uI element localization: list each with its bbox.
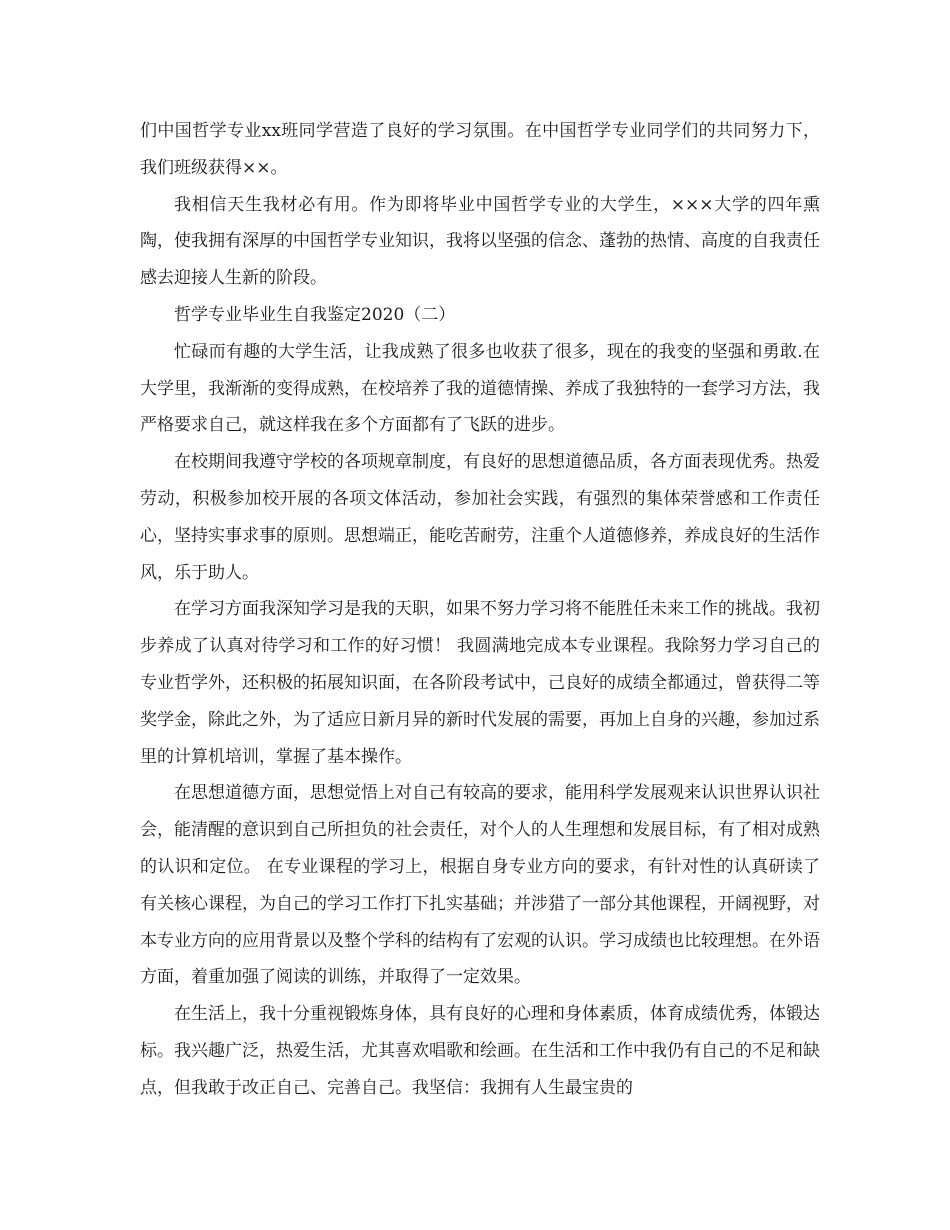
paragraph-ideology: 在思想道德方面，思想觉悟上对自己有较高的要求，能用科学发展观来认识世界认识社会，能清醒的意识到自己所担负的社会责任，对个人的人生理想和发展目标，有了相对成熟的认识和定位。 在专业课程的学习上，根据自身专业方向的要求，有针对性的认真研读了有关核心课程，为自己的学习工作打下扎实基础；并涉猎了一部分其他课程，开阔视野，对本专业方向的应用背景以及整个学科的结构有了宏观的认识。学习成绩也比较理想。在外语方面，着重加强了阅读的训练，并取得了一定效果。 <box>140 783 820 988</box>
paragraph-university-life: 忙碌而有趣的大学生活，让我成熟了很多也收获了很多，现在的我变的坚强和勇敢.在大学里，我渐渐的变得成熟，在校培养了我的道德情操、养成了我独特的一套学习方法，我严格要求自己，就这样我在多个方面都有了飞跃的进步。 <box>140 341 820 436</box>
section-heading: 哲学专业毕业生自我鉴定2020（二） <box>174 304 456 325</box>
paragraph-conduct: 在校期间我遵守学校的各项规章制度，有良好的思想道德品质，各方面表现优秀。热爱劳动，积极参加校开展的各项文体活动，参加社会实践，有强烈的集体荣誉感和工作责任心，坚持实事求事的原则。思想端正，能吃苦耐劳，注重个人道德修养，养成良好的生活作风，乐于助人。 <box>140 452 820 583</box>
paragraph-conviction: 我相信天生我材必有用。作为即将毕业中国哲学专业的大学生，×××大学的四年熏陶，使我拥有深厚的中国哲学专业知识，我将以坚强的信念、蓬勃的热情、高度的自我责任感去迎接人生新的阶段。 <box>140 194 820 289</box>
paragraph-study: 在学习方面我深知学习是我的天职，如果不努力学习将不能胜任未来工作的挑战。我初步养成了认真对待学习和工作的好习惯！ 我圆满地完成本专业课程。我除努力学习自己的专业哲学外，还积极的拓展知识面，在各阶段考试中，己良好的成绩全都通过，曾获得二等奖学金，除此之外，为了适应日新月异的新时代发展的需要，再加上自身的兴趣，参加过系里的计算机培训，掌握了基本操作。 <box>140 599 820 767</box>
paragraph-daily-life: 在生活上，我十分重视锻炼身体，具有良好的心理和身体素质，体育成绩优秀，体锻达标。我兴趣广泛，热爱生活，尤其喜欢唱歌和绘画。在生活和工作中我仍有自己的不足和缺点，但我敢于改正自己、完善自己。我坚信：我拥有人生最宝贵的 <box>140 1004 820 1098</box>
document-body <box>140 113 820 1107</box>
paragraph-continuation: 们中国哲学专业xx班同学营造了良好的学习氛围。在中国哲学专业同学们的共同努力下，我们班级获得××。 <box>140 121 820 178</box>
